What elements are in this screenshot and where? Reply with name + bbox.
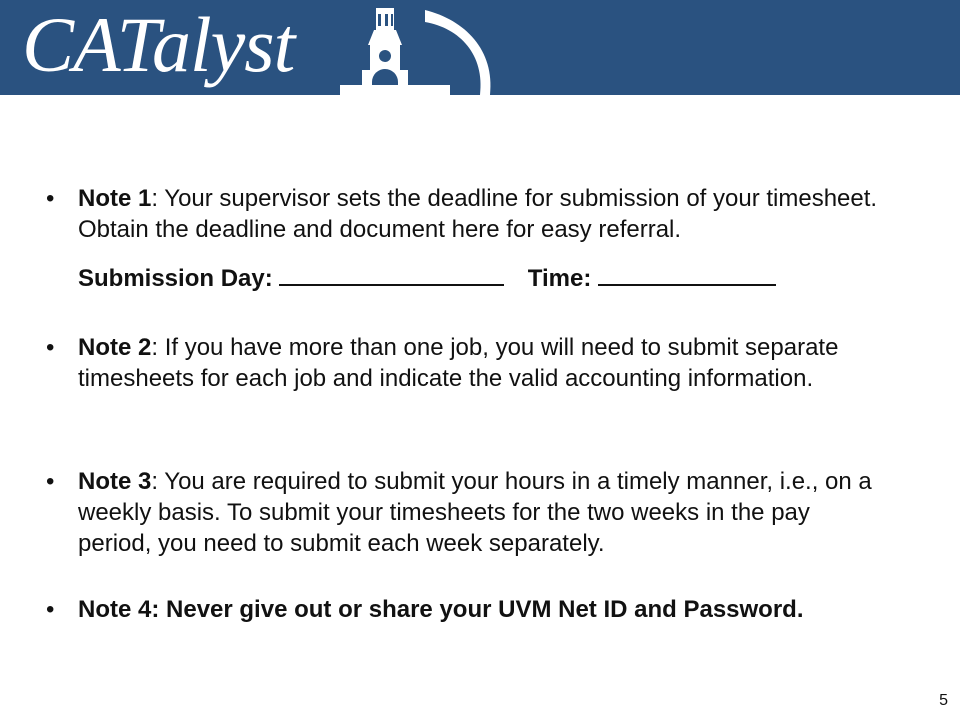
bullet-marker: • <box>46 185 55 212</box>
note-label: Note 3 <box>78 468 152 495</box>
note-text: : If you have more than one job, you will need to submit separate timesheets for each job and indicate the valid accounting information. <box>78 334 839 392</box>
note-text: : You are required to submit your hours in a timely manner, i.e., on a weekly basis. To submit your timesheets for the two weeks in the pay period, you need to submit each week separately. <box>78 468 872 557</box>
bullet-marker: • <box>46 596 55 623</box>
note-2 <box>46 332 886 394</box>
submission-time-label: Time: <box>527 265 592 292</box>
submission-deadline-line <box>78 262 776 294</box>
catalyst-logo-text: CATalyst <box>22 1 295 88</box>
note-3 <box>46 466 886 559</box>
submission-day-label: Submission Day: <box>78 265 273 292</box>
bullet-marker: • <box>46 468 55 495</box>
note-4 <box>46 594 886 625</box>
note-label: Note 1 <box>78 185 152 212</box>
submission-time-blank[interactable] <box>598 262 776 286</box>
submission-day-blank[interactable] <box>279 262 504 286</box>
note-1 <box>46 183 886 245</box>
page-number: 5 <box>939 692 948 709</box>
note-label: Note 2 <box>78 334 152 361</box>
note-text: : Your supervisor sets the deadline for submission of your timesheet. Obtain the deadline and document here for easy referral. <box>78 185 878 243</box>
note-label: Note 4: Never give out or share your UVM Net ID and Password. <box>78 596 804 623</box>
bullet-marker: • <box>46 334 55 361</box>
